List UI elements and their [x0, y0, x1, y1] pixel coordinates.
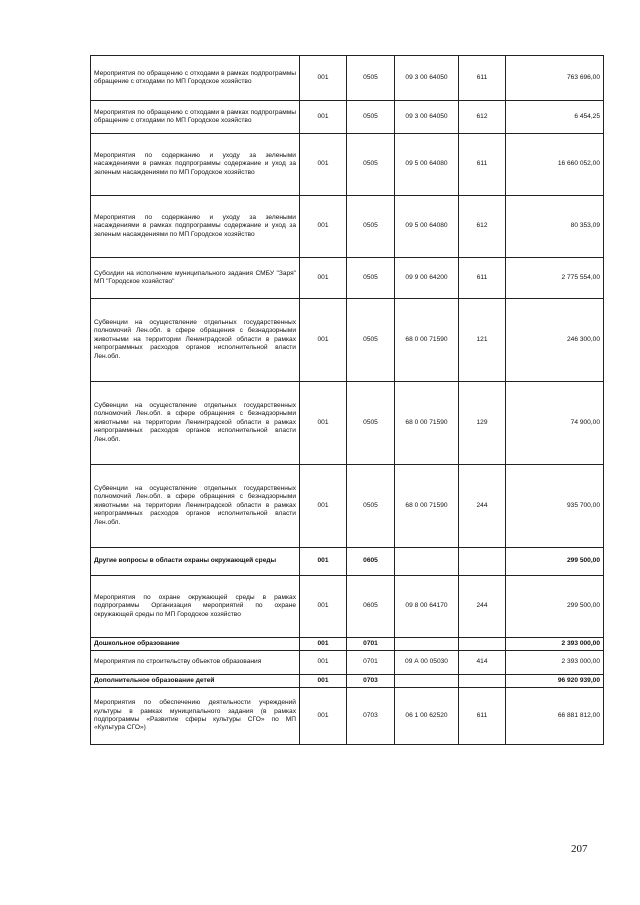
page-number: 207 [571, 843, 588, 855]
cell-target-article: 06 1 00 62520 [395, 688, 459, 745]
table-row-section-total [91, 675, 604, 688]
cell-section-code: 0505 [347, 56, 395, 101]
cell-target-article: 68 0 00 71590 [395, 382, 459, 465]
cell-description: Мероприятия по строительству объектов образования [91, 651, 300, 675]
table-row [91, 382, 604, 465]
cell-expense-type: 414 [459, 651, 506, 675]
cell-section-code: 0505 [347, 134, 395, 196]
table-row [91, 196, 604, 258]
cell-grbs-code: 001 [300, 548, 347, 576]
table-row [91, 651, 604, 675]
table-row [91, 465, 604, 548]
cell-grbs-code: 001 [300, 651, 347, 675]
cell-target-article [395, 638, 459, 651]
table-row [91, 688, 604, 745]
table-row [91, 101, 604, 134]
cell-section-code: 0505 [347, 196, 395, 258]
cell-description: Субвенции на осуществление отдельных государственных полномочий Лен.обл. в сфере обращения с безнадзорными животными на территории Ленинградской области в рамках непрограммных расходов органов исполнительной власти Лен.обл. [91, 299, 300, 382]
cell-target-article: 09 9 00 64200 [395, 258, 459, 299]
cell-target-article: 68 0 00 71590 [395, 299, 459, 382]
cell-section-code: 0505 [347, 258, 395, 299]
cell-description: Субвенции на осуществление отдельных государственных полномочий Лен.обл. в сфере обращения с безнадзорными животными на территории Ленинградской области в рамках непрограммных расходов органов исполнительной власти Лен.обл. [91, 382, 300, 465]
cell-section-code: 0703 [347, 688, 395, 745]
cell-section-code: 0703 [347, 675, 395, 688]
cell-amount: 935 700,00 [506, 465, 604, 548]
cell-amount: 74 900,00 [506, 382, 604, 465]
cell-grbs-code: 001 [300, 465, 347, 548]
cell-expense-type: 244 [459, 576, 506, 638]
table-row [91, 56, 604, 101]
cell-section-code: 0605 [347, 548, 395, 576]
table-row [91, 299, 604, 382]
cell-section-code: 0605 [347, 576, 395, 638]
cell-expense-type: 611 [459, 688, 506, 745]
cell-description: Мероприятия по содержанию и уходу за зелеными насаждениями в рамках подпрограммы содержание и уход за зеленым насаждениями по МП Городское хозяйство [91, 134, 300, 196]
cell-grbs-code: 001 [300, 56, 347, 101]
cell-amount: 246 300,00 [506, 299, 604, 382]
cell-expense-type [459, 548, 506, 576]
cell-description: Другие вопросы в области охраны окружающей среды [91, 548, 300, 576]
cell-target-article [395, 675, 459, 688]
cell-amount: 763 696,00 [506, 56, 604, 101]
cell-amount: 80 353,09 [506, 196, 604, 258]
cell-target-article: 09 8 00 64170 [395, 576, 459, 638]
cell-description: Субсидии на исполнение муниципального задания СМБУ "Заря" МП "Городское хозяйство" [91, 258, 300, 299]
cell-amount: 2 393 000,00 [506, 638, 604, 651]
cell-expense-type: 611 [459, 258, 506, 299]
cell-section-code: 0505 [347, 299, 395, 382]
cell-amount: 16 660 052,00 [506, 134, 604, 196]
cell-description: Мероприятия по обращению с отходами в рамках подпрограммы обращение с отходами по МП Городское хозяйство [91, 101, 300, 134]
table-row-section-total [91, 548, 604, 576]
cell-target-article: 09 3 00 64050 [395, 56, 459, 101]
cell-target-article: 09 5 00 64080 [395, 196, 459, 258]
cell-section-code: 0505 [347, 101, 395, 134]
cell-section-code: 0701 [347, 651, 395, 675]
table-row [91, 134, 604, 196]
cell-target-article: 09 5 00 64080 [395, 134, 459, 196]
cell-target-article: 09 А 00 05030 [395, 651, 459, 675]
cell-grbs-code: 001 [300, 675, 347, 688]
cell-expense-type: 612 [459, 196, 506, 258]
cell-section-code: 0505 [347, 465, 395, 548]
budget-table-body [91, 56, 604, 745]
cell-expense-type: 129 [459, 382, 506, 465]
cell-section-code: 0505 [347, 382, 395, 465]
cell-target-article [395, 548, 459, 576]
cell-grbs-code: 001 [300, 299, 347, 382]
table-row [91, 576, 604, 638]
cell-grbs-code: 001 [300, 576, 347, 638]
cell-grbs-code: 001 [300, 688, 347, 745]
cell-description: Мероприятия по охране окружающей среды в рамках подпрограммы Организация мероприятий по охране окружающей среды по МП Городское хозяйство [91, 576, 300, 638]
cell-grbs-code: 001 [300, 638, 347, 651]
cell-expense-type: 612 [459, 101, 506, 134]
cell-amount: 299 500,00 [506, 576, 604, 638]
cell-description: Дошкольное образование [91, 638, 300, 651]
cell-expense-type: 611 [459, 134, 506, 196]
cell-target-article: 68 0 00 71590 [395, 465, 459, 548]
cell-grbs-code: 001 [300, 196, 347, 258]
cell-grbs-code: 001 [300, 258, 347, 299]
cell-section-code: 0701 [347, 638, 395, 651]
cell-description: Мероприятия по обращению с отходами в рамках подпрограммы обращение с отходами по МП Городское хозяйство [91, 56, 300, 101]
table-row-section-total [91, 638, 604, 651]
table-row [91, 258, 604, 299]
cell-amount: 96 920 939,00 [506, 675, 604, 688]
cell-amount: 2 393 000,00 [506, 651, 604, 675]
cell-description: Мероприятия по содержанию и уходу за зелеными насаждениями в рамках подпрограммы содержание и уход за зеленым насаждениями по МП Городское хозяйство [91, 196, 300, 258]
cell-grbs-code: 001 [300, 101, 347, 134]
cell-amount: 66 881 812,00 [506, 688, 604, 745]
cell-expense-type: 121 [459, 299, 506, 382]
cell-grbs-code: 001 [300, 134, 347, 196]
cell-expense-type [459, 638, 506, 651]
cell-description: Дополнительное образование детей [91, 675, 300, 688]
cell-description: Мероприятия по обеспечению деятельности учреждений культуры в рамках муниципального задания (в рамках подпрограммы «Развитие сферы культуры СГО» по МП «Культура СГО») [91, 688, 300, 745]
cell-expense-type [459, 675, 506, 688]
cell-expense-type: 611 [459, 56, 506, 101]
cell-amount: 2 775 554,00 [506, 258, 604, 299]
cell-amount: 299 500,00 [506, 548, 604, 576]
cell-amount: 6 454,25 [506, 101, 604, 134]
cell-description: Субвенции на осуществление отдельных государственных полномочий Лен.обл. в сфере обращения с безнадзорными животными на территории Ленинградской области в рамках непрограммных расходов органов исполнительной власти Лен.обл. [91, 465, 300, 548]
budget-table [90, 55, 604, 745]
cell-grbs-code: 001 [300, 382, 347, 465]
cell-expense-type: 244 [459, 465, 506, 548]
cell-target-article: 09 3 00 64050 [395, 101, 459, 134]
